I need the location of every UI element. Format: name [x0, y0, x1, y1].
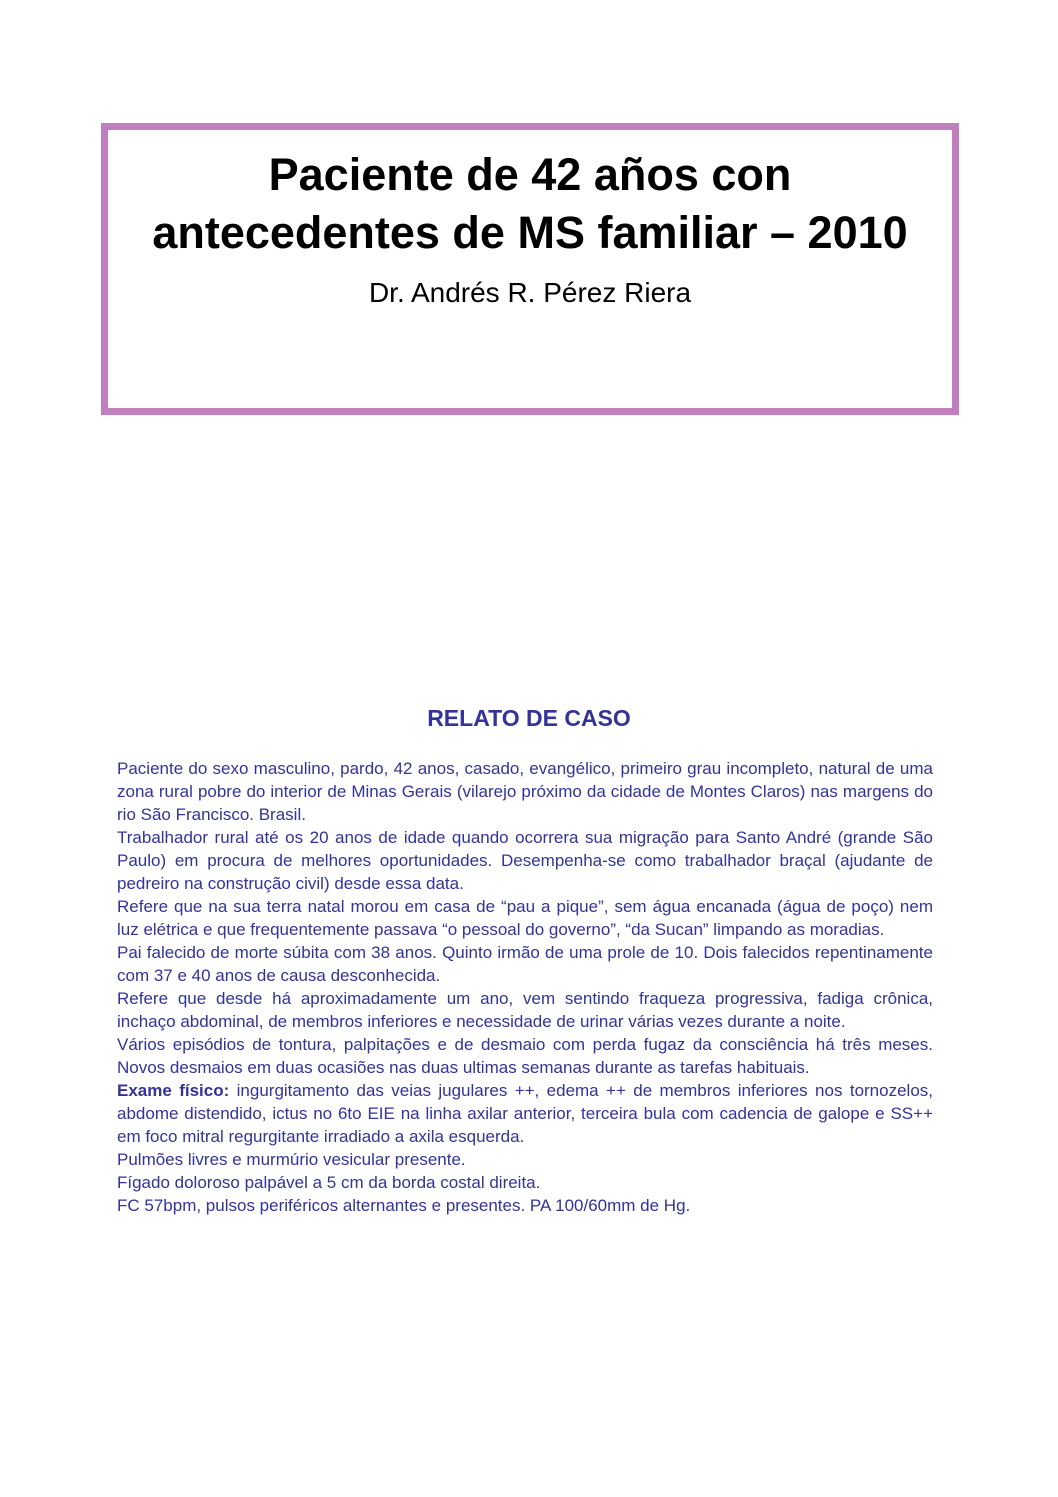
paragraph-living-conditions: Refere que na sua terra natal morou em casa de “pau a pique”, sem água encanada (água de poço) nem luz elétrica e que frequentemente passava “o pessoal do governo”, “da Sucan” limpando as moradias. — [117, 897, 933, 939]
document-title: Paciente de 42 años con antecedentes de MS familiar – 2010 — [152, 149, 908, 258]
paragraph-lungs: Pulmões livres e murmúrio vesicular presente. — [117, 1150, 466, 1169]
paragraph-family-history: Pai falecido de morte súbita com 38 anos. Quinto irmão de uma prole de 10. Dois falecidos repentinamente com 37 e 40 anos de causa desconhecida. — [117, 943, 933, 985]
physical-exam-label: Exame físico: — [117, 1081, 230, 1100]
paragraph-symptoms: Refere que desde há aproximadamente um ano, vem sentindo fraqueza progressiva, fadiga crônica, inchaço abdominal, de membros inferiores e necessidade de urinar várias vezes durante a noite. — [117, 989, 933, 1031]
physical-exam-text: ingurgitamento das veias jugulares ++, edema ++ de membros inferiores nos tornozelos, abdome distendido, ictus no 6to EIE na linha axilar anterior, terceira bula com cadencia de galope e SS++ em foco mitral regurgitante irradiado a axila esquerda. — [117, 1081, 933, 1146]
author-name: Dr. Andrés R. Pérez Riera — [368, 277, 692, 308]
paragraph-syncope-episodes: Vários episódios de tontura, palpitações e de desmaio com perda fugaz da consciência há três meses. Novos desmaios em duas ocasiões nas duas ultimas semanas durante as tarefas habituais. — [117, 1035, 933, 1077]
paragraph-physical-exam — [117, 1079, 933, 1148]
paragraph-work-history: Trabalhador rural até os 20 anos de idade quando ocorrera sua migração para Santo André (grande São Paulo) em procura de melhores oportunidades. Desempenha-se como trabalhador braçal (ajudante de pedreiro na construção civil) desde essa data. — [117, 828, 933, 893]
paragraph-vitals: FC 57bpm, pulsos periféricos alternantes e presentes. PA 100/60mm de Hg. — [117, 1196, 691, 1215]
section-heading: RELATO DE CASO — [427, 705, 631, 731]
paragraph-liver: Fígado doloroso palpável a 5 cm da borda costal direita. — [117, 1173, 541, 1192]
title-frame — [101, 123, 959, 415]
case-report-body — [117, 757, 933, 1217]
paragraph-patient-profile: Paciente do sexo masculino, pardo, 42 anos, casado, evangélico, primeiro grau incompleto, natural de uma zona rural pobre do interior de Minas Gerais (vilarejo próximo da cidade de Montes Claros) nas margens do rio São Francisco. Brasil. — [117, 759, 933, 824]
